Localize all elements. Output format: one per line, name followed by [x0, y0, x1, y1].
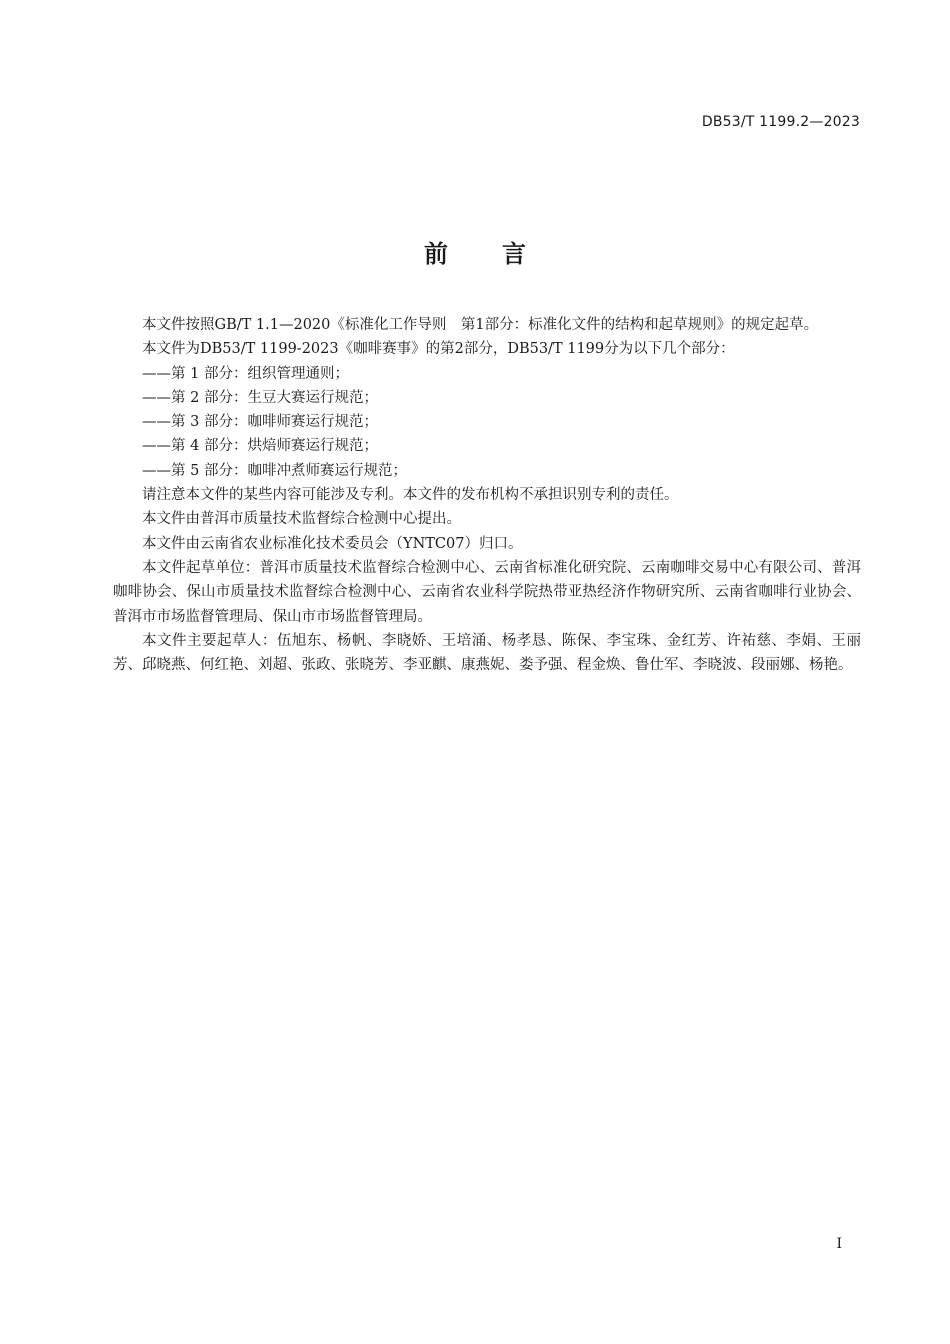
list-item-part-2: ——第 2 部分：生豆大赛运行规范； — [142, 389, 378, 406]
paragraph-drafting-units: 本文件起草单位：普洱市质量技术监督综合检测中心、云南省标准化研究院、云南咖啡交易中心有限公司、普洱咖啡协会、保山市质量技术监督综合检测中心、云南省农业科学院热带亚热经济作物研究所、云南省咖啡行业协会、普洱市市场监督管理局、保山市市场监督管理局。 — [113, 559, 861, 625]
paragraph-patent-notice: 请注意本文件的某些内容可能涉及专利。本文件的发布机构不承担识别专利的责任。 — [142, 487, 679, 504]
page-title: 前言 — [424, 240, 580, 268]
paragraph-series-intro: 本文件为DB53/T 1199-2023《咖啡赛事》的第2部分，DB53/T 1199分为以下几个部分： — [142, 341, 735, 358]
paragraph-drafting-basis: 本文件按照GB/T 1.1—2020《标准化工作导则 第1部分：标准化文件的结构和起草规则》的规定起草。 — [142, 317, 819, 333]
page-number: I — [836, 1236, 842, 1252]
paragraph-proposer: 本文件由普洱市质量技术监督综合检测中心提出。 — [142, 511, 461, 528]
list-item-part-3: ——第 3 部分：咖啡师赛运行规范； — [142, 414, 378, 431]
list-item-part-5: ——第 5 部分：咖啡冲煮师赛运行规范； — [142, 462, 407, 479]
paragraph-committee: 本文件由云南省农业标准化技术委员会（YNTC07）归口。 — [142, 535, 523, 552]
document-id: DB53/T 1199.2—2023 — [701, 114, 860, 130]
foreword-body — [113, 313, 861, 677]
list-item-part-4: ——第 4 部分：烘焙师赛运行规范； — [142, 438, 378, 455]
paragraph-drafters: 本文件主要起草人：伍旭东、杨帆、李晓娇、王培涌、杨孝恳、陈保、李宝珠、金红芳、许祐慈、李娟、王丽芳、邱晓燕、何红艳、刘超、张政、张晓芳、李亚麒、康燕妮、娄予强、程金焕、鲁仕军、李晓波、段丽娜、杨艳。 — [113, 632, 861, 674]
list-item-part-1: ——第 1 部分：组织管理通则； — [142, 365, 349, 382]
